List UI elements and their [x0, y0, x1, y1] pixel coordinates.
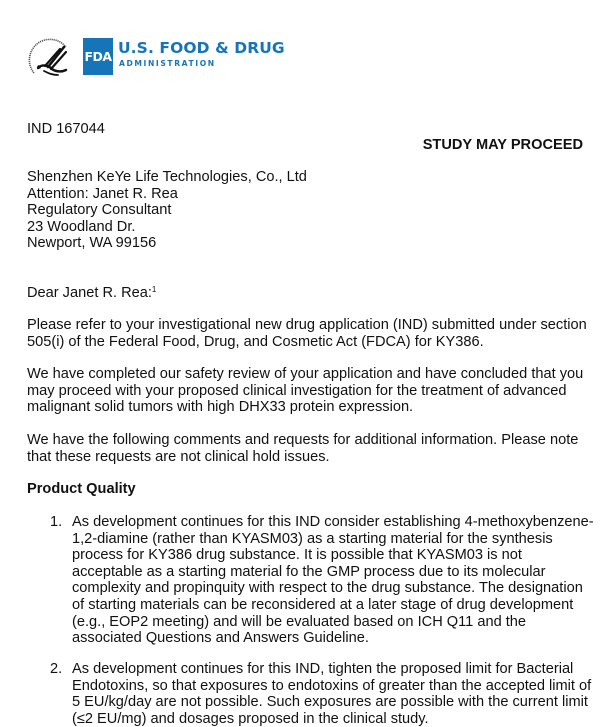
list-item-line: As development continues for this IND consider establishing 4-methoxybenzene-	[72, 514, 594, 530]
paragraph-line: malignant solid tumors with high DHX33 protein expression.	[27, 399, 414, 416]
list-item-line: process for KY386 drug substance. It is possible that KYASM03 is not	[72, 547, 522, 564]
address-line: Newport, WA 99156	[27, 235, 157, 252]
list-item-line: (≤2 EU/mg) and dosages proposed in the clinical study.	[72, 710, 429, 727]
list-item-text	[72, 661, 591, 727]
letterhead	[26, 36, 286, 80]
paragraph-line: We have the following comments and requests for additional information. Please note	[27, 432, 579, 448]
list-item-line: acceptable as a starting material fo the GMP process due to its molecular	[72, 563, 546, 580]
footnote-marker: 1	[151, 285, 157, 294]
ind-number: IND 167044	[27, 121, 105, 137]
paragraph	[27, 432, 583, 465]
paragraph-line: that these requests are not clinical hold issues.	[27, 448, 330, 465]
list-number: 2.	[50, 661, 63, 677]
hhs-eagle-seal-icon	[26, 37, 72, 79]
list-item-line: Endotoxins, so that exposures to endotoxins of greater than the accepted limit of	[72, 677, 592, 694]
paragraph-line: 505(i) of the Federal Food, Drug, and Cosmetic Act (FDCA) for KY386.	[27, 333, 484, 350]
paragraph	[27, 317, 587, 350]
address-line: Regulatory Consultant	[27, 202, 172, 219]
list-item-line: of starting materials can be reconsidered at a later stage of drug development	[72, 596, 574, 613]
list-item-line: complexity and propinquity with respect to the drug substance. The designation	[72, 580, 583, 597]
list-number: 1.	[50, 514, 63, 530]
address-line: 23 Woodland Dr.	[27, 218, 136, 235]
list-item-line: 5 EU/kg/day are not possible. Such exposures are possible with the current limit	[72, 694, 588, 711]
paragraph-line: may proceed with your proposed clinical investigation for the treatment of advanced	[27, 382, 567, 399]
paragraph-line: Please refer to your investigational new drug application (IND) submitted under section	[27, 317, 587, 333]
paragraph	[27, 366, 583, 416]
status-heading: STUDY MAY PROCEED	[422, 137, 583, 153]
list-item-line: associated Questions and Answers Guideline.	[72, 630, 369, 647]
paragraph-line: We have completed our safety review of your application and have concluded that you	[27, 366, 584, 382]
address-line: Shenzhen KeYe Life Technologies, Co., Ltd	[27, 169, 307, 185]
agency-subtitle: ADMINISTRATION	[119, 59, 216, 68]
salutation-text: Dear Janet R. Rea:	[27, 285, 152, 301]
list-item-line: As development continues for this IND, tighten the proposed limit for Bacterial	[72, 661, 574, 677]
fda-logo-box: FDA	[83, 38, 113, 75]
agency-title: U.S. FOOD & DRUG	[118, 39, 285, 57]
list-item-text	[72, 514, 594, 647]
salutation	[27, 285, 156, 302]
list-item-line: 1,2-diamine (rather than KYASM03) as a starting material for the synthesis	[72, 530, 553, 547]
address-line: Attention: Janet R. Rea	[27, 185, 178, 202]
section-heading: Product Quality	[27, 481, 136, 497]
list-item-line: (e.g., EOP2 meeting) and will be evaluated based on ICH Q11 and the	[72, 613, 527, 630]
recipient-address	[27, 169, 307, 252]
